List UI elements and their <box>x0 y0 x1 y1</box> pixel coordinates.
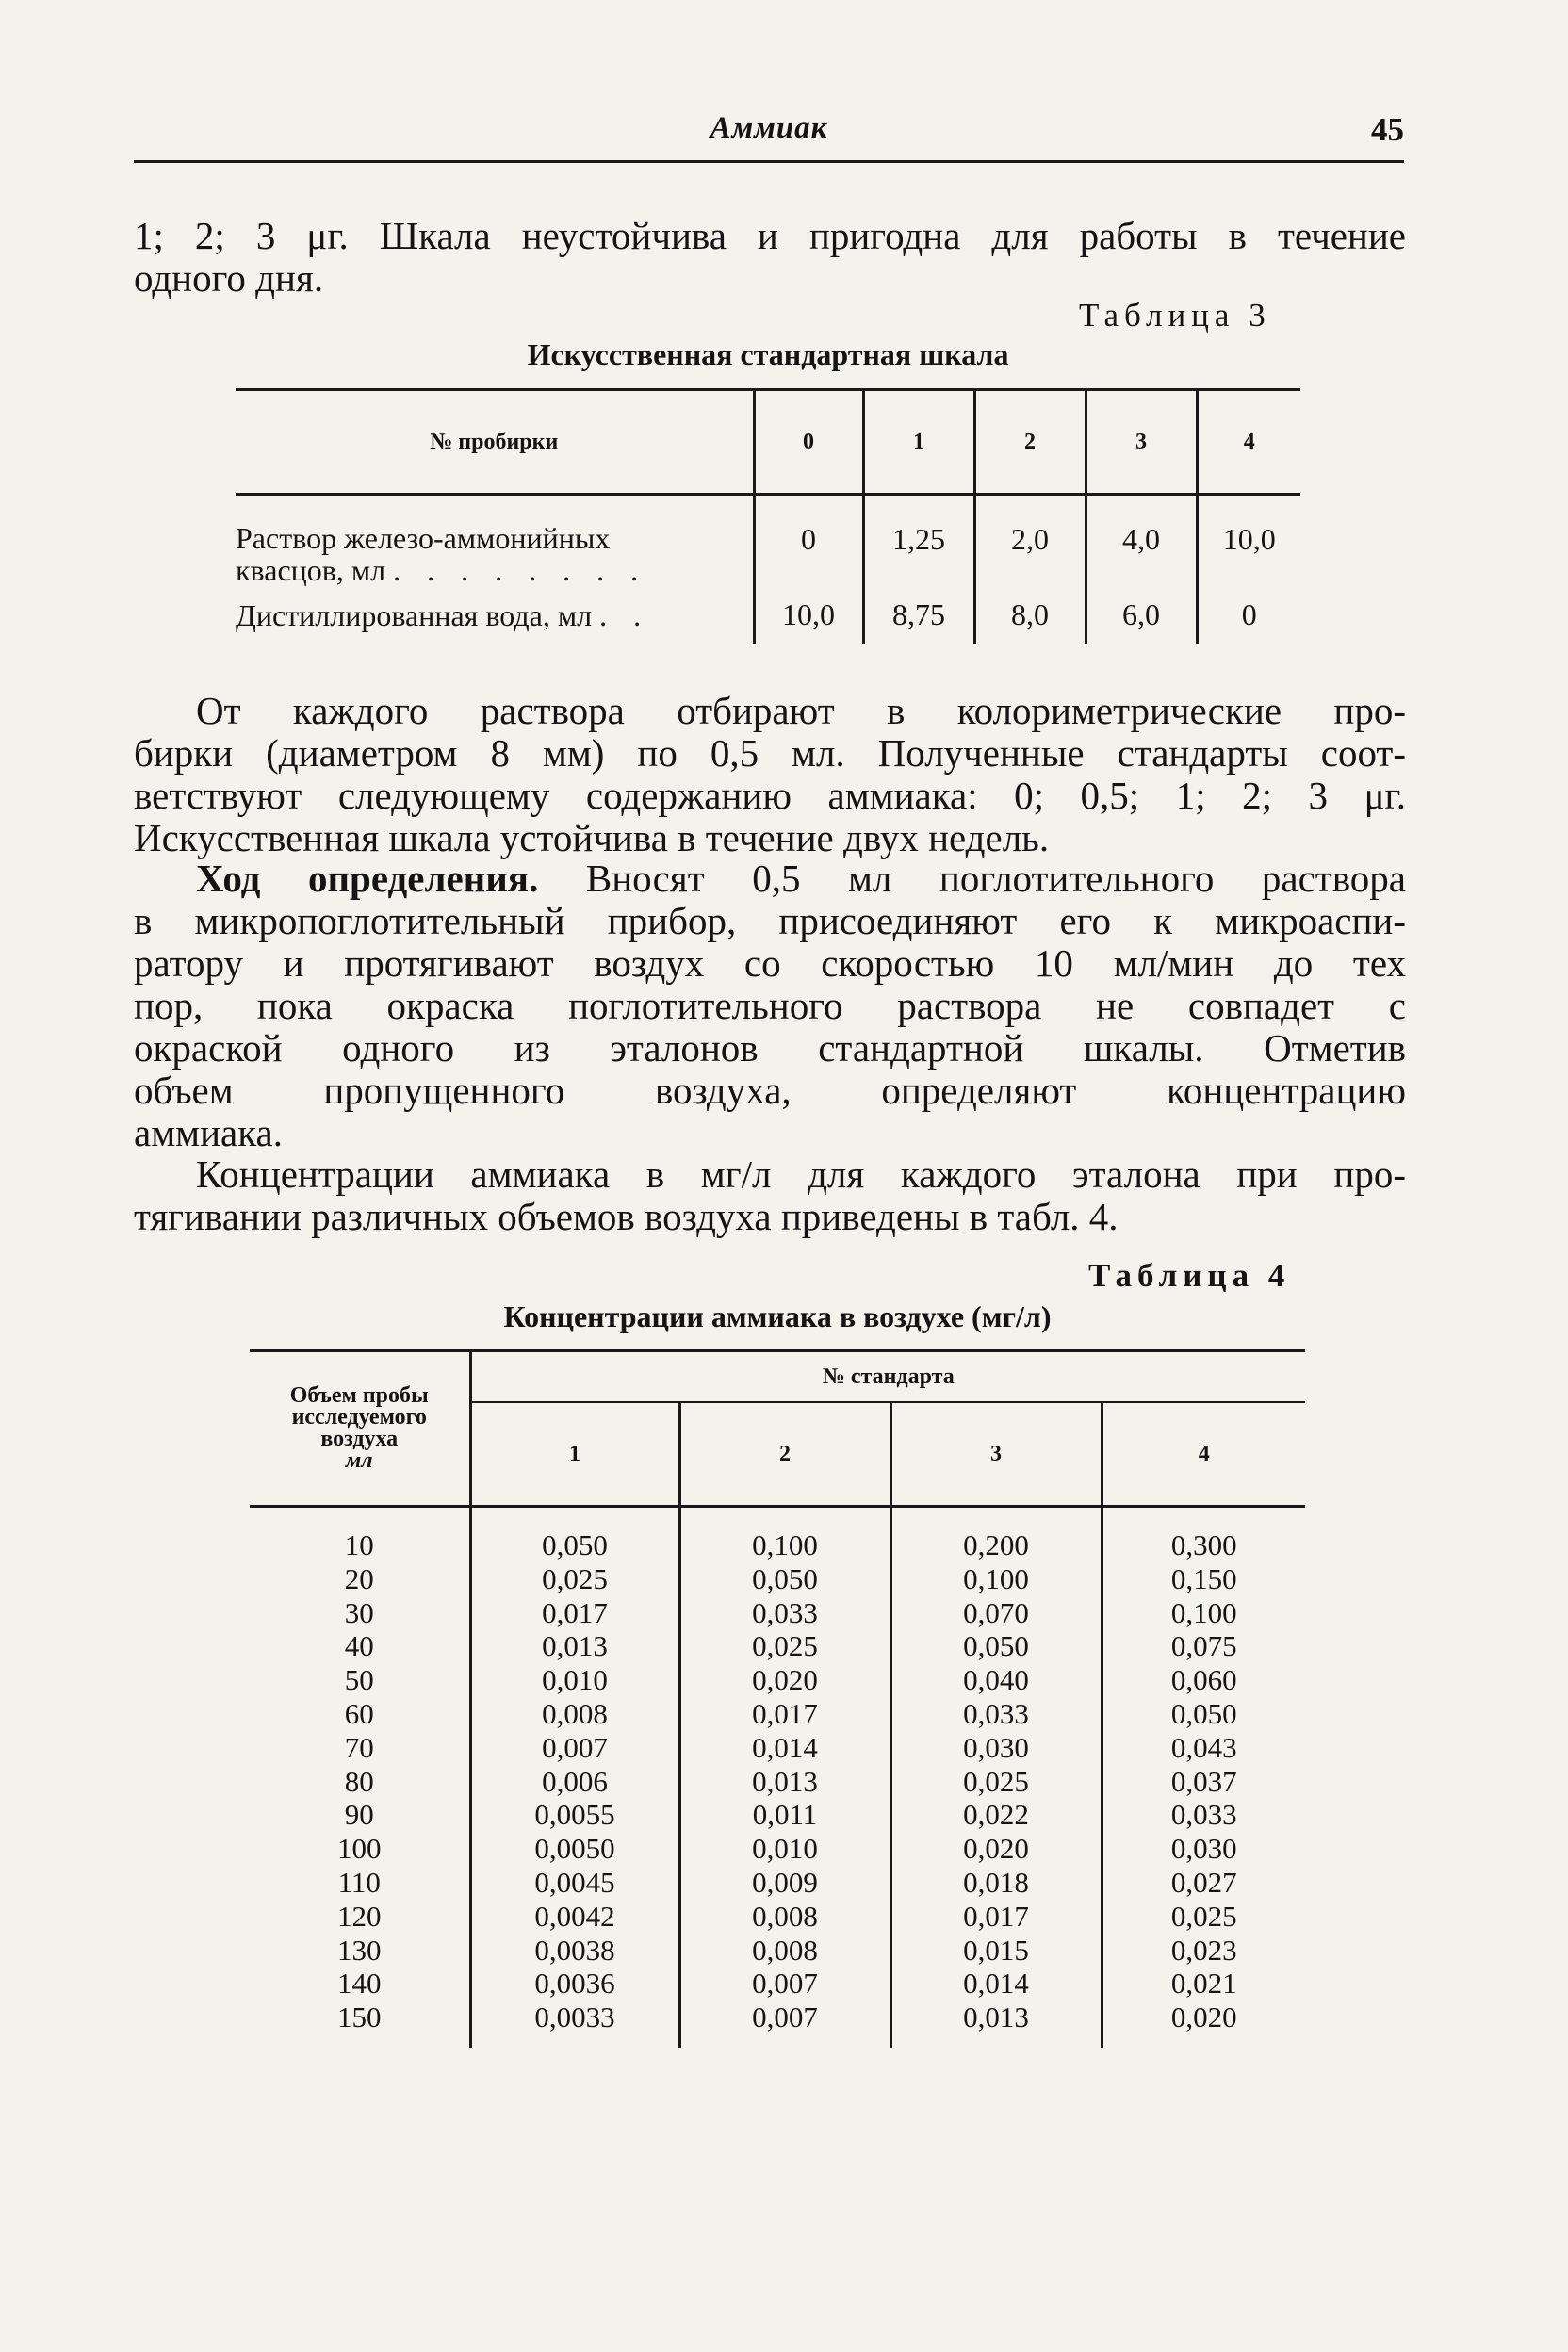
table-cell: 0,023 <box>1170 1933 1237 1967</box>
text-line: окраской одного из эталонов стандартной шкалы. Отметив <box>134 1026 1406 1070</box>
table-cell: 0,025 <box>1170 1899 1237 1933</box>
table-cell: 0,010 <box>542 1663 608 1697</box>
table3-row-label <box>236 495 754 587</box>
table-cell: 0,008 <box>542 1696 608 1730</box>
rowhead-line: исследуемого <box>291 1405 427 1429</box>
text-line: тягивании различных объемов воздуха приведены в табл. 4. <box>134 1195 1119 1238</box>
table-cell: 0,0050 <box>534 1832 615 1866</box>
table-cell: 0,060 <box>1170 1663 1237 1697</box>
table4-title: Концентрации аммиака в воздухе (мг/л) <box>503 1299 1052 1333</box>
table-cell: 10,0 <box>754 587 863 644</box>
table-cell: 0,007 <box>752 1967 818 2001</box>
intro-paragraph <box>134 215 1406 300</box>
table4-body <box>250 1507 1305 2048</box>
table-cell: 0,025 <box>542 1561 608 1595</box>
table-row <box>236 495 1300 587</box>
table-cell: 0,0033 <box>534 2001 615 2034</box>
table3-col-head: 2 <box>974 390 1086 495</box>
table4-header-row-1 <box>250 1351 1305 1403</box>
table-cell: 130 <box>337 1933 382 1967</box>
table-cell: 0,033 <box>752 1595 818 1629</box>
running-title: Аммиак <box>710 111 828 145</box>
table-cell: 2,0 <box>974 495 1086 587</box>
text-fragment: Вносят 0,5 мл поглотительного раствора <box>585 857 1406 900</box>
table-cell: 1,25 <box>863 495 974 587</box>
table-cell: 0,025 <box>752 1629 818 1663</box>
table-cell: 80 <box>344 1764 374 1798</box>
table-cell: 6,0 <box>1086 587 1197 644</box>
table-cell: 0,013 <box>752 1764 818 1798</box>
table-cell: 0,009 <box>752 1865 818 1899</box>
table-cell: 0,020 <box>752 1663 818 1697</box>
table3-header-row <box>236 390 1300 495</box>
table-cell: 8,75 <box>863 587 974 644</box>
table-cell: 0,011 <box>752 1798 818 1832</box>
table-cell: 0,030 <box>963 1730 1029 1764</box>
table-cell: 0,018 <box>963 1865 1029 1899</box>
table-cell: 0,100 <box>752 1528 818 1561</box>
text-line: Искусственная шкала устойчива в течение двух недель. <box>134 816 1050 859</box>
table-cell: 0 <box>754 495 863 587</box>
rowhead-line: Объем пробы <box>289 1383 429 1408</box>
text-line: пор, пока окраска поглотительного раствора не совпадет с <box>134 984 1406 1027</box>
table4-rowhead <box>250 1351 470 1507</box>
rowhead-line: мл <box>345 1448 373 1473</box>
standard-3-column <box>890 1507 1102 2048</box>
table-cell: 0,037 <box>1170 1764 1237 1798</box>
table-cell: 20 <box>344 1561 374 1595</box>
table-cell: 30 <box>344 1595 374 1629</box>
volume-column <box>250 1507 470 2048</box>
table-cell: 150 <box>337 2001 382 2034</box>
table-cell: 110 <box>337 1865 381 1899</box>
text-line: От каждого раствора отбирают в колориметрические про- <box>196 689 1406 732</box>
table-cell: 0,017 <box>752 1696 818 1730</box>
table-cell: 0,013 <box>542 1629 608 1663</box>
table-cell: 0,150 <box>1170 1561 1237 1595</box>
table-cell: 0,040 <box>963 1663 1029 1697</box>
text-line: ветствуют следующему содержанию аммиака: 0; 0,5; 1; 2; 3 μг. <box>134 774 1406 817</box>
table-cell: 0,050 <box>752 1561 818 1595</box>
table-cell: 0,025 <box>963 1764 1029 1798</box>
table3-rowhead: № пробирки <box>236 390 754 495</box>
table-cell: 0,050 <box>542 1528 608 1561</box>
table-cell: 0,100 <box>963 1561 1029 1595</box>
table-cell: 0,050 <box>963 1629 1029 1663</box>
table-cell: 0,008 <box>752 1933 818 1967</box>
table-cell: 0,022 <box>963 1798 1029 1832</box>
table-cell: 0,0055 <box>534 1798 615 1832</box>
table-cell: 0,008 <box>752 1899 818 1933</box>
table-cell: 0,007 <box>752 2001 818 2034</box>
table3-col-head: 3 <box>1086 390 1197 495</box>
table-cell: 0,070 <box>963 1595 1029 1629</box>
table3-row-label <box>236 587 754 644</box>
table-cell: 0,0038 <box>534 1933 615 1967</box>
table4-col-head: 3 <box>890 1402 1102 1507</box>
text-line <box>134 858 1406 900</box>
table-cell: 0,075 <box>1170 1629 1237 1663</box>
table-cell: 60 <box>344 1696 374 1730</box>
table4-col-head: 2 <box>679 1402 890 1507</box>
table-row <box>236 587 1300 644</box>
table-cell: 0,014 <box>752 1730 818 1764</box>
table-cell: 0,006 <box>542 1764 608 1798</box>
table-cell: 90 <box>344 1798 374 1832</box>
table4-group-header: № стандарта <box>470 1351 1305 1403</box>
standard-2-column <box>679 1507 890 2048</box>
table-cell: 0,015 <box>963 1933 1029 1967</box>
table-cell: 0,021 <box>1170 1967 1237 2001</box>
table3-col-head: 0 <box>754 390 863 495</box>
table-cell: 0,017 <box>963 1899 1029 1933</box>
table-cell: 4,0 <box>1086 495 1197 587</box>
text-line: Концентрации аммиака в мг/л для каждого эталона при про- <box>196 1152 1406 1196</box>
table-cell: 0,043 <box>1170 1730 1237 1764</box>
table3-col-head: 1 <box>863 390 974 495</box>
text-line: объем пропущенного воздуха, определяют концентрацию <box>134 1069 1406 1112</box>
table-cell: 70 <box>344 1730 374 1764</box>
table4 <box>250 1349 1305 2048</box>
text-line: 1; 2; 3 μг. Шкала неустойчива и пригодна для работы в течение <box>134 214 1406 257</box>
paragraph-table-ref <box>134 1153 1406 1238</box>
table-cell: 0,033 <box>963 1696 1029 1730</box>
table-cell: 120 <box>337 1899 382 1933</box>
table-cell: 0,100 <box>1170 1595 1237 1629</box>
table-cell: 8,0 <box>974 587 1086 644</box>
standard-4-column <box>1102 1507 1305 2048</box>
page-number: 45 <box>1371 111 1404 148</box>
running-header <box>134 106 1404 163</box>
table-cell: 10,0 <box>1197 495 1300 587</box>
table3-title: Искусственная стандартная шкала <box>527 337 1009 371</box>
table4-col-head: 1 <box>470 1402 679 1507</box>
table-cell: 0,0045 <box>534 1865 615 1899</box>
row-label-line: квасцов, мл <box>236 553 386 587</box>
table-cell: 0,027 <box>1170 1865 1237 1899</box>
rowhead-line: воздуха <box>320 1427 399 1451</box>
table-cell: 0,010 <box>752 1832 818 1866</box>
table-cell: 0,017 <box>542 1595 608 1629</box>
text-line: бирки (диаметром 8 мм) по 0,5 мл. Полученные стандарты соот- <box>134 731 1406 775</box>
table3 <box>236 388 1300 644</box>
table-cell: 100 <box>337 1832 382 1866</box>
table-cell: 0,020 <box>963 1832 1029 1866</box>
table-cell: 0,0036 <box>534 1967 615 2001</box>
table-cell: 0,200 <box>963 1528 1029 1561</box>
table-cell: 0,033 <box>1170 1798 1237 1832</box>
table-cell: 140 <box>337 1967 382 2001</box>
leader-dots: . . . . . . . . <box>393 553 648 587</box>
table-cell: 0,007 <box>542 1730 608 1764</box>
table-cell: 0 <box>1197 587 1300 644</box>
text-line: одного дня. <box>134 256 324 300</box>
paragraph-procedure <box>134 858 1406 1154</box>
table-cell: 10 <box>344 1528 374 1561</box>
text-line: аммиака. <box>134 1111 283 1154</box>
paragraph-standards <box>134 690 1406 859</box>
table-cell: 40 <box>344 1629 374 1663</box>
table-cell: 0,014 <box>963 1967 1029 2001</box>
bold-lead: Ход определения. <box>196 857 539 900</box>
table-cell: 50 <box>344 1663 374 1697</box>
table-cell: 0,050 <box>1170 1696 1237 1730</box>
table-cell: 0,013 <box>963 2001 1029 2034</box>
row-label-line: Дистиллированная вода, мл <box>236 597 593 632</box>
text-line: ратору и протягивают воздух со скоростью 10 мл/мин до тех <box>134 941 1406 985</box>
table-cell: 0,020 <box>1170 2001 1237 2034</box>
text-line: в микропоглотительный прибор, присоединяют его к микроаспи- <box>134 899 1406 942</box>
table4-caption: Таблица 4 <box>1088 1257 1291 1294</box>
table4-col-head: 4 <box>1102 1402 1305 1507</box>
leader-dots: . . <box>599 597 651 632</box>
table-cell: 0,030 <box>1170 1832 1237 1866</box>
table3-caption: Таблица 3 <box>1079 297 1271 334</box>
table3-col-head: 4 <box>1197 390 1300 495</box>
table-cell: 0,0042 <box>534 1899 615 1933</box>
standard-1-column <box>470 1507 679 2048</box>
table-cell: 0,300 <box>1170 1528 1237 1561</box>
row-label-line: Раствор железо-аммонийных <box>236 521 611 555</box>
